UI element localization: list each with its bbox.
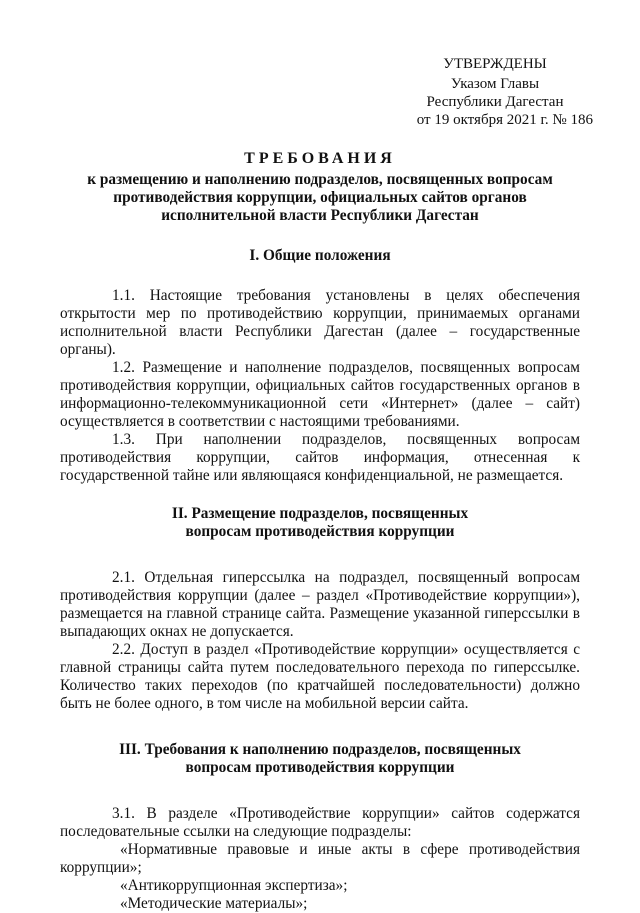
document-body (60, 150, 580, 913)
section-3-heading-line1: III. Требования к наполнению подразделов, посвященных (119, 741, 521, 758)
list-item: «Нормативные правовые и иные акты в сфере противодействия коррупции»; (60, 841, 580, 876)
paragraph-3-1: 3.1. В разделе «Противодействие коррупции» сайтов содержатся последовательные ссылки на следующие подразделы: (60, 805, 580, 840)
section-2-heading-line1: II. Размещение подразделов, посвященных (171, 505, 469, 522)
paragraph-2-2: 2.2. Доступ в раздел «Противодействие коррупции» осуществляется с главной страницы сайта путем последовательного перехода по гиперссылке. Количество таких переходов (по кратчайшей последовательности) должно быть не более одного, в том числе на мобильной версии сайта. (60, 641, 580, 712)
approval-approved: УТВЕРЖДЕНЫ (443, 56, 547, 72)
approval-block (395, 55, 595, 129)
section-2-heading-line2: вопросам противодействия коррупции (185, 523, 455, 540)
section-3-heading-line2: вопросам противодействия коррупции (185, 759, 455, 776)
approval-decree: Указом Главы (450, 76, 540, 92)
list-item: «Методические материалы»; (120, 895, 308, 912)
document-title: ТРЕБОВАНИЯ (244, 150, 396, 167)
approval-date: от 19 октября 2021 г. № 186 (416, 112, 593, 128)
paragraph-1-1: 1.1. Настоящие требования установлены в целях обеспечения открытости мер по противодействию коррупции, принимаемых органами исполнительной власти Республики Дагестан (далее – государственные органы). (60, 287, 580, 358)
paragraph-1-3: 1.3. При наполнении подразделов, посвященных вопросам противодействия коррупции, сайтов информация, отнесенная к государственной тайне или являющаяся конфиденциальной, не размещается. (60, 431, 580, 484)
paragraph-2-1: 2.1. Отдельная гиперссылка на подраздел, посвященный вопросам противодействия коррупции (далее – раздел «Противодействие коррупции»), размещается на главной странице сайта. Размещение указанной гиперссылки в выпадающих окнах не допускается. (60, 569, 580, 640)
paragraph-1-2: 1.2. Размещение и наполнение подразделов, посвященных вопросам противодействия коррупции, официальных сайтов государственных органов в информационно-телекоммуникационной сети «Интернет» (далее – сайт) осуществляется в соответствии с настоящими требованиями. (60, 359, 580, 430)
document-subtitle: к размещению и наполнению подразделов, посвященных вопросам противодействия коррупции, официальных сайтов органов исполнительной власти Республики Дагестан (87, 171, 553, 224)
section-1-heading: I. Общие положения (249, 247, 391, 264)
list-item: «Антикоррупционная экспертиза»; (120, 877, 348, 894)
approval-republic: Республики Дагестан (426, 94, 564, 110)
